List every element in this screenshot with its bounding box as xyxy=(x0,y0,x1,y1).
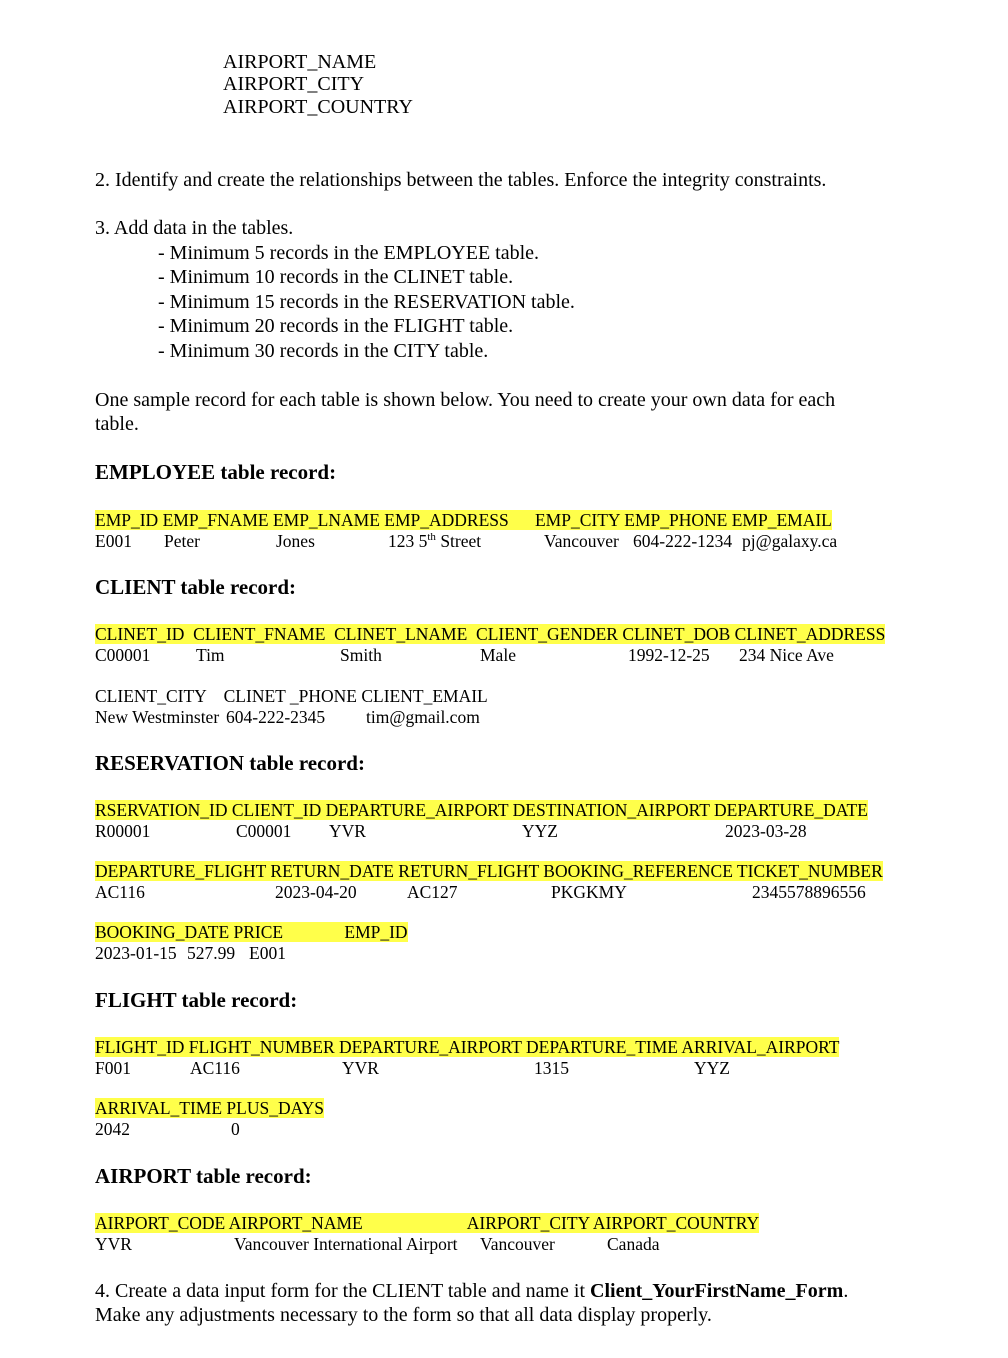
reservation-dest-airport-value: YYZ xyxy=(522,821,558,841)
airport-city-value: Vancouver xyxy=(480,1234,555,1254)
reservation-price-value: 527.99 xyxy=(187,943,236,963)
client-fname-value: Tim xyxy=(196,645,225,665)
employee-lname-value: Jones xyxy=(276,531,315,551)
flight-heading: FLIGHT table record: xyxy=(95,988,298,1012)
airport-name-value: Vancouver International Airport xyxy=(234,1234,458,1254)
airport-code-value: YVR xyxy=(95,1234,132,1254)
employee-address-value: 123 5th Street xyxy=(388,531,482,551)
client-phone-value: 604-222-2345 xyxy=(226,707,326,727)
step-4-line-2: Make any adjustments necessary to the form so that all data display properly. xyxy=(95,1304,712,1326)
sample-paragraph-line-1: One sample record for each table is shown below. You need to create your own data for each xyxy=(95,389,836,411)
reservation-ret-date-value: 2023-04-20 xyxy=(275,882,357,902)
flight-dep-airport-value: YVR xyxy=(342,1058,379,1078)
flight-header-row-2: ARRIVAL_TIME PLUS_DAYS xyxy=(95,1098,324,1118)
client-dob-value: 1992-12-25 xyxy=(628,645,710,665)
employee-heading: EMPLOYEE table record: xyxy=(95,460,337,484)
client-lname-value: Smith xyxy=(340,645,382,665)
step-3-item: - Minimum 5 records in the EMPLOYEE table. xyxy=(158,242,540,264)
step-2-text: 2. Identify and create the relationships between the tables. Enforce the integrity constraints. xyxy=(95,169,827,191)
reservation-booking-ref-value: PKGKMY xyxy=(551,882,627,902)
reservation-id-value: R00001 xyxy=(95,821,151,841)
flight-id-value: F001 xyxy=(95,1058,131,1078)
field-airport-city: AIRPORT_CITY xyxy=(223,73,365,95)
step-3-item: - Minimum 15 records in the RESERVATION table. xyxy=(158,291,575,313)
employee-id-value: E001 xyxy=(95,531,132,551)
flight-arr-time-value: 2042 xyxy=(95,1119,130,1139)
reservation-dep-flight-value: AC116 xyxy=(95,882,145,902)
field-airport-country: AIRPORT_COUNTRY xyxy=(223,96,413,118)
flight-number-value: AC116 xyxy=(190,1058,240,1078)
step-3-item: - Minimum 10 records in the CLINET table. xyxy=(158,266,514,288)
employee-header-row: EMP_ID EMP_FNAME EMP_LNAME EMP_ADDRESS EMP_CITY EMP_PHONE EMP_EMAIL xyxy=(95,510,832,530)
flight-plus-days-value: 0 xyxy=(231,1119,240,1139)
sample-paragraph-line-2: table. xyxy=(95,413,139,435)
flight-dep-time-value: 1315 xyxy=(534,1058,569,1078)
airport-country-value: Canada xyxy=(607,1234,660,1254)
client-city-value: New Westminster xyxy=(95,707,220,727)
flight-arr-airport-value: YYZ xyxy=(694,1058,730,1078)
employee-phone-value: 604-222-1234 xyxy=(633,531,733,551)
employee-fname-value: Peter xyxy=(164,531,200,551)
client-gender-value: Male xyxy=(480,645,516,665)
form-name: Client_YourFirstName_Form xyxy=(590,1280,844,1302)
reservation-header-row-3: BOOKING_DATE PRICE EMP_ID xyxy=(95,922,408,942)
employee-email-value: pj@galaxy.ca xyxy=(742,531,838,551)
reservation-ret-flight-value: AC127 xyxy=(407,882,458,902)
reservation-client-id-value: C00001 xyxy=(236,821,292,841)
reservation-ticket-value: 2345578896556 xyxy=(752,882,866,902)
step-3-title: 3. Add data in the tables. xyxy=(95,217,294,239)
flight-header-row-1: FLIGHT_ID FLIGHT_NUMBER DEPARTURE_AIRPORT DEPARTURE_TIME ARRIVAL_AIRPORT xyxy=(95,1037,840,1057)
reservation-dep-date-value: 2023-03-28 xyxy=(725,821,807,841)
reservation-dep-airport-value: YVR xyxy=(329,821,366,841)
reservation-header-row-2: DEPARTURE_FLIGHT RETURN_DATE RETURN_FLIGHT BOOKING_REFERENCE TICKET_NUMBER xyxy=(95,861,883,881)
step-3-item: - Minimum 30 records in the CITY table. xyxy=(158,340,489,362)
reservation-emp-id-value: E001 xyxy=(249,943,286,963)
reservation-booking-date-value: 2023-01-15 xyxy=(95,943,177,963)
client-email-value: tim@gmail.com xyxy=(366,707,480,727)
client-header-row-2: CLIENT_CITY CLINET _PHONE CLIENT_EMAIL xyxy=(95,686,488,706)
client-id-value: C00001 xyxy=(95,645,151,665)
client-heading: CLIENT table record: xyxy=(95,575,297,599)
reservation-heading: RESERVATION table record: xyxy=(95,751,365,775)
airport-header-row: AIRPORT_CODE AIRPORT_NAME AIRPORT_CITY AIRPORT_COUNTRY xyxy=(95,1213,760,1233)
reservation-header-row-1: RSERVATION_ID CLIENT_ID DEPARTURE_AIRPORT DESTINATION_AIRPORT DEPARTURE_DATE xyxy=(95,800,868,820)
step-4-text: 4. Create a data input form for the CLIENT table and name it Client_YourFirstName_Form. xyxy=(95,1280,849,1302)
airport-heading: AIRPORT table record: xyxy=(95,1164,312,1188)
client-header-row-1: CLINET_ID CLIENT_FNAME CLINET_LNAME CLIENT_GENDER CLINET_DOB CLINET_ADDRESS xyxy=(95,624,886,644)
client-address-value: 234 Nice Ave xyxy=(739,645,834,665)
step-3-item: - Minimum 20 records in the FLIGHT table. xyxy=(158,315,514,337)
employee-city-value: Vancouver xyxy=(544,531,619,551)
field-airport-name: AIRPORT_NAME xyxy=(223,51,377,73)
